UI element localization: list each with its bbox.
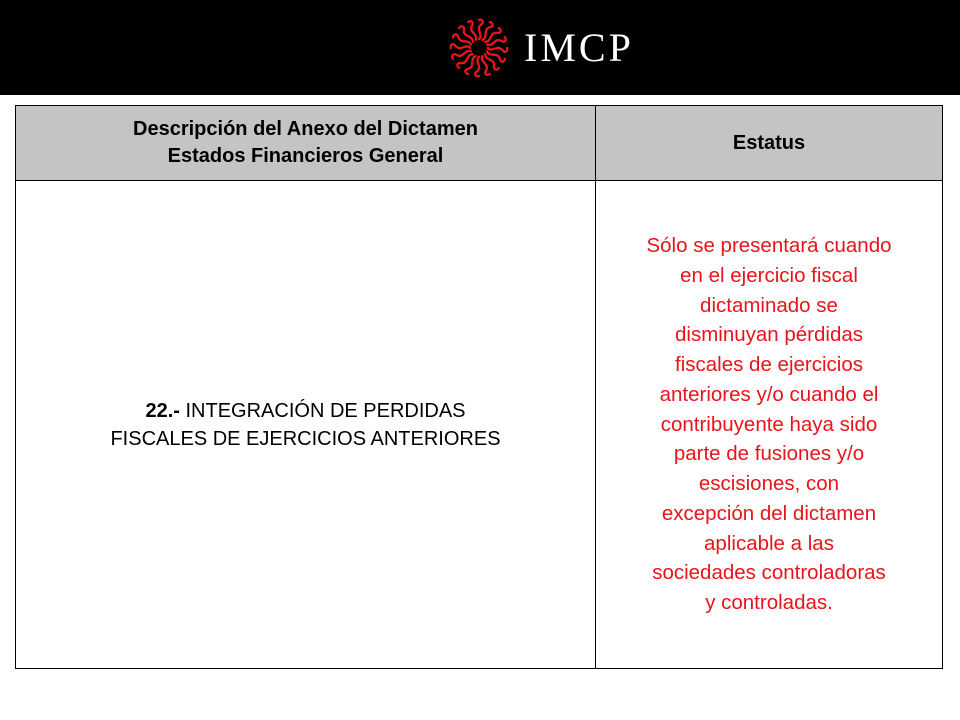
- sunburst-ray: [479, 20, 483, 40]
- status-line: sociedades controladoras: [652, 561, 886, 585]
- status-line: dictaminado se: [700, 293, 838, 317]
- logo: [448, 18, 634, 78]
- sunburst-ray: [451, 44, 471, 48]
- status-column-header: [596, 106, 943, 181]
- status-line: contribuyente haya sido: [660, 412, 878, 436]
- sunburst-ray: [475, 57, 479, 77]
- status-line: disminuyan pérdidas: [674, 323, 864, 347]
- sunburst-ray: [482, 22, 493, 42]
- description-cell: [16, 181, 596, 669]
- description-column-header: [16, 106, 596, 181]
- status-line: en el ejercicio fiscal: [680, 264, 858, 288]
- status-line: fiscales de ejercicios: [675, 353, 863, 377]
- description-title-part2: FISCALES DE EJERCICIOS ANTERIORES: [110, 427, 501, 450]
- table-header-row: [16, 106, 943, 181]
- description-header-line1: Descripción del Anexo del Dictamen: [133, 118, 478, 140]
- description-header-line2: Estados Financieros General: [167, 145, 444, 167]
- status-line: aplicable a las: [704, 531, 834, 555]
- status-line: excepción del dictamen: [661, 501, 877, 525]
- status-line: y controladas.: [705, 590, 833, 614]
- status-line: parte de fusiones y/o: [673, 442, 865, 466]
- annex-number: 22.-: [145, 399, 180, 422]
- sunburst-ray: [488, 48, 508, 52]
- table-row: [16, 181, 943, 669]
- sunburst-ray: [465, 55, 476, 75]
- status-line: Sólo se presentará cuando: [646, 234, 892, 258]
- status-line: escisiones, con: [698, 472, 840, 496]
- logo-text: IMCP: [524, 25, 634, 70]
- description-title-part1: INTEGRACIÓN DE PERDIDAS: [185, 399, 466, 422]
- header-bar: [0, 0, 960, 95]
- status-header-label: Estatus: [732, 131, 806, 154]
- status-text: [596, 231, 942, 617]
- description-line1: [26, 397, 585, 425]
- sunburst-ray: [486, 51, 506, 62]
- status-line: anteriores y/o cuando el: [659, 382, 879, 406]
- annex-table: [15, 105, 943, 669]
- sunburst-ray: [453, 34, 473, 45]
- imcp-sunburst-icon: [448, 17, 510, 79]
- status-cell: [596, 181, 943, 669]
